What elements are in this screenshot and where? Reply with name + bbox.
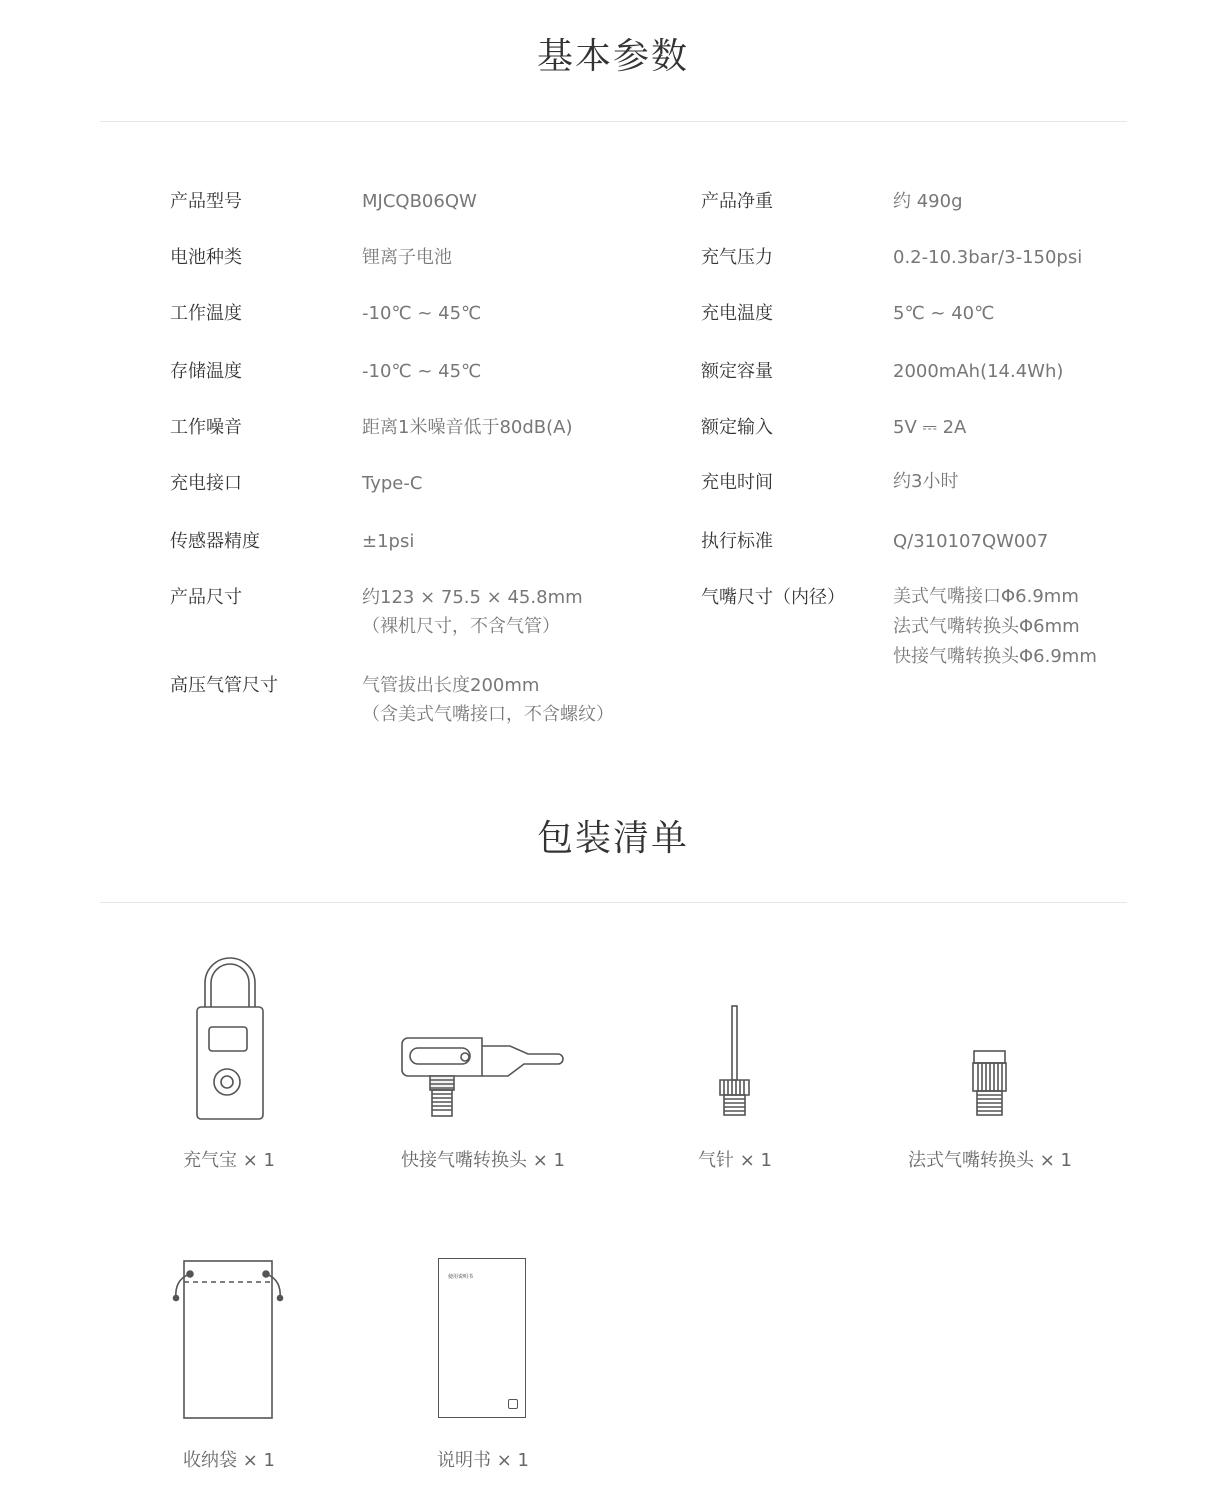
- package-divider: [100, 902, 1127, 903]
- spec-value: 法式气嘴转换头Φ6mm: [893, 616, 1080, 637]
- spec-value: 0.2-10.3bar/3-150psi: [893, 247, 1083, 268]
- spec-label: 产品净重: [701, 191, 773, 212]
- spec-label: 高压气管尺寸: [170, 675, 278, 696]
- package-item-caption: 充气宝 × 1: [183, 1150, 275, 1171]
- spec-label: 传感器精度: [170, 531, 260, 552]
- spec-value: 美式气嘴接口Φ6.9mm: [893, 586, 1079, 607]
- specs-divider: [100, 121, 1127, 122]
- spec-value: -10℃ ~ 45℃: [362, 361, 482, 382]
- spec-label: 额定容量: [701, 361, 773, 382]
- package-item-caption: 快接气嘴转换头 × 1: [401, 1150, 565, 1171]
- spec-value: 5V ⎓ 2A: [893, 417, 967, 438]
- mi-logo-icon: [508, 1399, 518, 1409]
- spec-value-note: （含美式气嘴接口，不含螺纹）: [362, 704, 614, 725]
- spec-value: 约123 × 75.5 × 45.8mm: [362, 587, 583, 608]
- quick-nozzle-adapter-icon: [400, 1036, 566, 1120]
- spec-label: 充气压力: [701, 247, 773, 268]
- spec-value: Type-C: [362, 473, 423, 494]
- spec-value: 快接气嘴转换头Φ6.9mm: [893, 646, 1097, 667]
- spec-value: -10℃ ~ 45℃: [362, 303, 482, 324]
- package-item-caption: 法式气嘴转换头 × 1: [908, 1150, 1072, 1171]
- manual-icon: [438, 1258, 526, 1418]
- spec-label: 气嘴尺寸（内径）: [701, 587, 845, 608]
- presta-adapter-icon: [970, 1048, 1010, 1120]
- spec-value: 距离1米噪音低于80dB(A): [362, 417, 573, 438]
- spec-value: 锂离子电池: [362, 247, 452, 268]
- spec-value: 约 490g: [893, 191, 963, 212]
- spec-value: Q/310107QW007: [893, 531, 1049, 552]
- spec-label: 充电时间: [701, 472, 773, 493]
- spec-value: 5℃ ~ 40℃: [893, 303, 995, 324]
- spec-value: MJCQB06QW: [362, 191, 477, 212]
- spec-label: 充电接口: [170, 473, 242, 494]
- needle-icon: [716, 1003, 754, 1119]
- spec-label: 工作温度: [170, 303, 242, 324]
- package-item-caption: 气针 × 1: [698, 1150, 772, 1171]
- spec-label: 工作噪音: [170, 417, 242, 438]
- package-item-caption: 收纳袋 × 1: [183, 1450, 275, 1471]
- package-item-caption: 说明书 × 1: [437, 1450, 529, 1471]
- spec-label: 额定输入: [701, 417, 773, 438]
- spec-label: 充电温度: [701, 303, 773, 324]
- spec-value: 约3小时: [893, 471, 959, 492]
- spec-label: 产品尺寸: [170, 587, 242, 608]
- inflator-icon: [190, 955, 270, 1121]
- specs-title: 基本参数: [536, 36, 689, 77]
- spec-label: 电池种类: [170, 247, 242, 268]
- spec-value: 气管拔出长度200mm: [362, 675, 540, 696]
- spec-label: 存储温度: [170, 361, 242, 382]
- spec-value-note: （裸机尺寸，不含气管）: [362, 616, 560, 637]
- manual-cover-text: 使用说明书: [448, 1274, 474, 1280]
- spec-label: 产品型号: [170, 191, 242, 212]
- storage-bag-icon: [170, 1258, 288, 1422]
- package-title: 包装清单: [536, 818, 689, 859]
- spec-value: ±1psi: [362, 531, 415, 552]
- spec-value: 2000mAh(14.4Wh): [893, 361, 1064, 382]
- spec-label: 执行标准: [701, 531, 773, 552]
